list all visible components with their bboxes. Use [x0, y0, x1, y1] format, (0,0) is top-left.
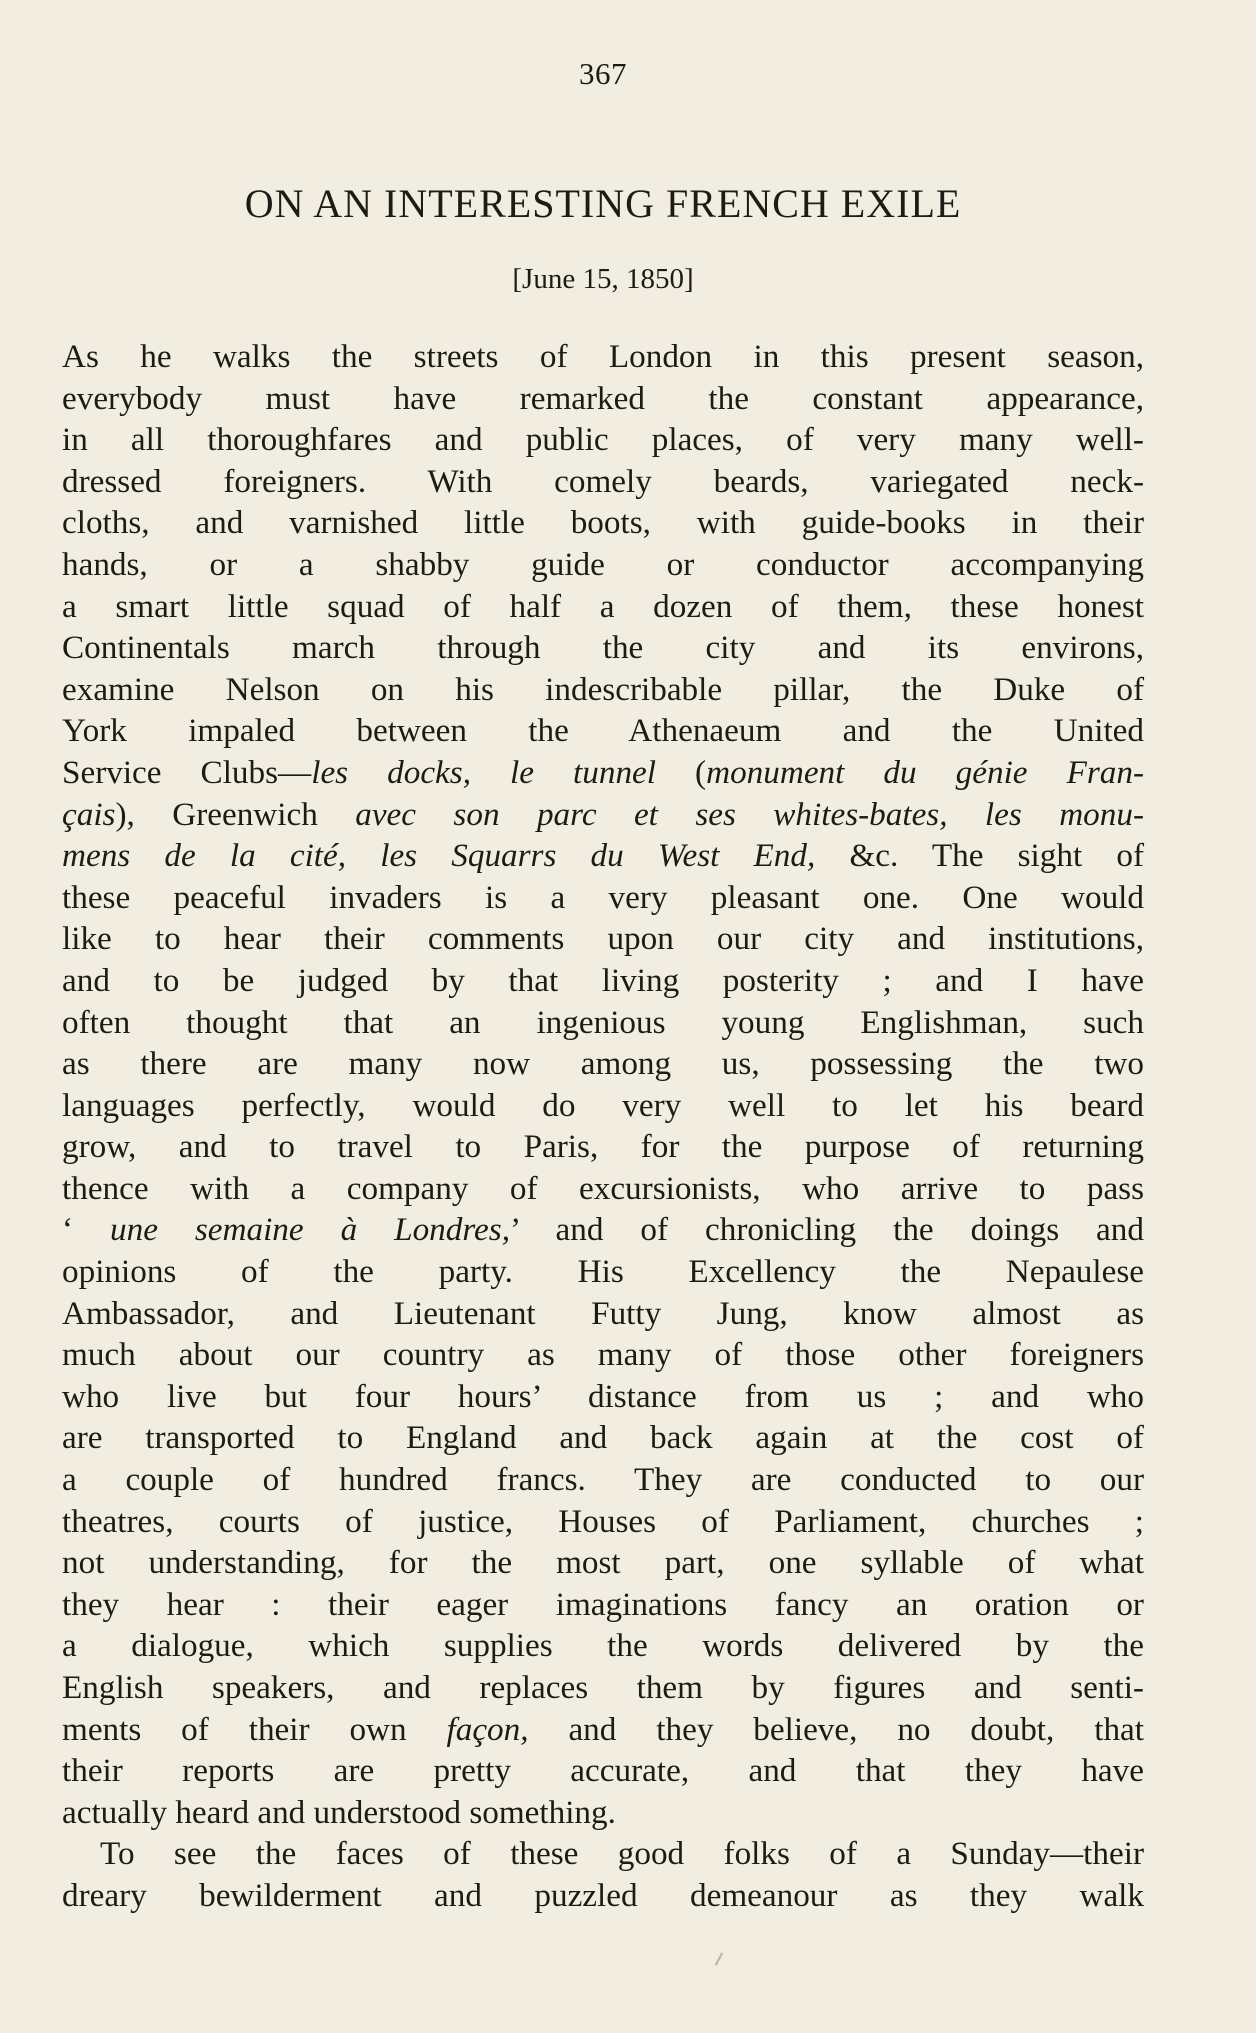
text-line — [62, 877, 1144, 919]
text-run: English speakers, and replaces them by figures and senti- — [62, 1669, 1144, 1706]
text-run: and to be judged by that living posterity ; and I have — [62, 961, 1144, 999]
text-run: As he walks the streets of London in this present season, — [62, 338, 1144, 375]
text-line — [62, 378, 1144, 420]
italic-run: mens de la cité, les Squarrs du West End, — [62, 837, 816, 875]
text-run: ‘ — [62, 1211, 111, 1249]
italic-run: les docks, le tunnel — [311, 753, 656, 791]
text-run: like to hear their comments upon our city and institutions, — [62, 920, 1144, 958]
text-run: grow, and to travel to Paris, for the purpose of returning — [62, 1128, 1144, 1166]
text-run: To see the faces of these good folks of a Sunday—their — [100, 1835, 1144, 1873]
text-line — [62, 1293, 1144, 1335]
text-line — [62, 502, 1144, 544]
text-run: opinions of the party. His Excellency the Nepaulese — [62, 1253, 1144, 1291]
text-line — [62, 1376, 1144, 1418]
italic-run: monument du génie Fran- — [706, 753, 1144, 791]
text-line — [62, 1209, 1144, 1251]
text-line — [62, 1750, 1144, 1792]
text-line — [62, 1542, 1144, 1584]
text-run: theatres, courts of justice, Houses of Parliament, churches ; — [62, 1502, 1144, 1540]
text-run: as there are many now among us, possessing the two — [62, 1045, 1144, 1083]
text-run: ments of their own — [62, 1710, 447, 1748]
text-line — [62, 1251, 1144, 1293]
text-run: who live but four hours’ distance from us ; and who — [62, 1377, 1144, 1415]
italic-run: façon, — [446, 1710, 529, 1748]
chapter-date: [June 15, 1850] — [512, 263, 694, 295]
text-run: Ambassador, and Lieutenant Futty Jung, know almost as — [62, 1294, 1144, 1332]
text-line — [62, 1625, 1144, 1667]
chapter-title: ON AN INTERESTING FRENCH EXILE — [244, 181, 962, 226]
text-run: these peaceful invaders is a very pleasant one. One would — [62, 878, 1144, 916]
text-line — [62, 336, 1144, 378]
text-run: examine Nelson on his indescribable pillar, the Duke of — [62, 670, 1144, 708]
text-run: dreary bewilderment and puzzled demeanour as they walk — [62, 1876, 1144, 1914]
text-line — [62, 1709, 1144, 1751]
text-run: hands, or a shabby guide or conductor accompanying — [62, 545, 1144, 583]
book-page — [62, 0, 1144, 2033]
text-line — [62, 586, 1144, 628]
text-run: ), Greenwich — [115, 795, 356, 833]
text-run: Service Clubs— — [62, 753, 312, 791]
text-run: in all thoroughfares and public places, of very many well- — [62, 421, 1144, 459]
text-line — [62, 710, 1144, 752]
text-line — [62, 918, 1144, 960]
text-line — [62, 1085, 1144, 1127]
text-run: their reports are pretty accurate, and that they have — [62, 1752, 1144, 1790]
text-line — [62, 1043, 1144, 1085]
text-line — [62, 1875, 1144, 1917]
text-line — [62, 419, 1144, 461]
body-text — [62, 336, 1144, 1917]
text-run: and they believe, no doubt, that — [528, 1710, 1144, 1748]
italic-run: une semaine à Londres, — [110, 1211, 510, 1249]
text-run: much about our country as many of those other foreigners — [62, 1336, 1144, 1374]
text-run: &c. The sight of — [815, 837, 1145, 875]
text-line — [62, 544, 1144, 586]
stray-ink-mark — [715, 1952, 723, 1965]
text-run: a couple of hundred francs. They are conducted to our — [62, 1461, 1144, 1499]
text-line — [62, 1833, 1144, 1875]
text-line — [62, 1002, 1144, 1044]
text-run: actually heard and understood something. — [62, 1793, 616, 1831]
text-line — [62, 794, 1144, 836]
text-run: York impaled between the Athenaeum and the United — [62, 712, 1144, 750]
text-line — [62, 461, 1144, 503]
text-run: often thought that an ingenious young Englishman, such — [62, 1003, 1144, 1041]
text-line — [62, 1126, 1144, 1168]
text-run: languages perfectly, would do very well to let his beard — [62, 1086, 1144, 1124]
text-line — [62, 1168, 1144, 1210]
text-run: thence with a company of excursionists, who arrive to pass — [62, 1169, 1144, 1207]
text-line — [62, 1501, 1144, 1543]
text-line — [62, 1334, 1144, 1376]
text-line — [62, 835, 1144, 877]
text-line — [62, 1584, 1144, 1626]
text-run: are transported to England and back again at the cost of — [62, 1419, 1144, 1457]
text-line — [62, 1459, 1144, 1501]
text-line — [62, 752, 1144, 794]
italic-run: çais — [62, 795, 116, 833]
text-line — [62, 627, 1144, 669]
italic-run: avec son parc et ses whites-bates, les monu- — [355, 795, 1144, 833]
text-run: everybody must have remarked the constant appearance, — [62, 379, 1144, 417]
text-line — [62, 1667, 1144, 1709]
text-run: a smart little squad of half a dozen of them, these honest — [62, 587, 1144, 625]
text-line — [62, 669, 1144, 711]
text-run: cloths, and varnished little boots, with guide-books in their — [62, 504, 1144, 542]
page-number: 367 — [579, 56, 627, 91]
text-run: not understanding, for the most part, one syllable of what — [62, 1544, 1144, 1582]
text-run: ’ and of chronicling the doings and — [510, 1211, 1144, 1249]
text-line — [62, 1417, 1144, 1459]
text-line — [62, 960, 1144, 1002]
text-run: dressed foreigners. With comely beards, variegated neck- — [62, 462, 1144, 500]
text-run: ( — [656, 753, 707, 791]
text-run: Continentals march through the city and its environs, — [62, 629, 1144, 667]
text-run: they hear : their eager imaginations fancy an oration or — [62, 1585, 1144, 1623]
text-run: a dialogue, which supplies the words delivered by the — [62, 1627, 1144, 1665]
text-line — [62, 1792, 1144, 1834]
